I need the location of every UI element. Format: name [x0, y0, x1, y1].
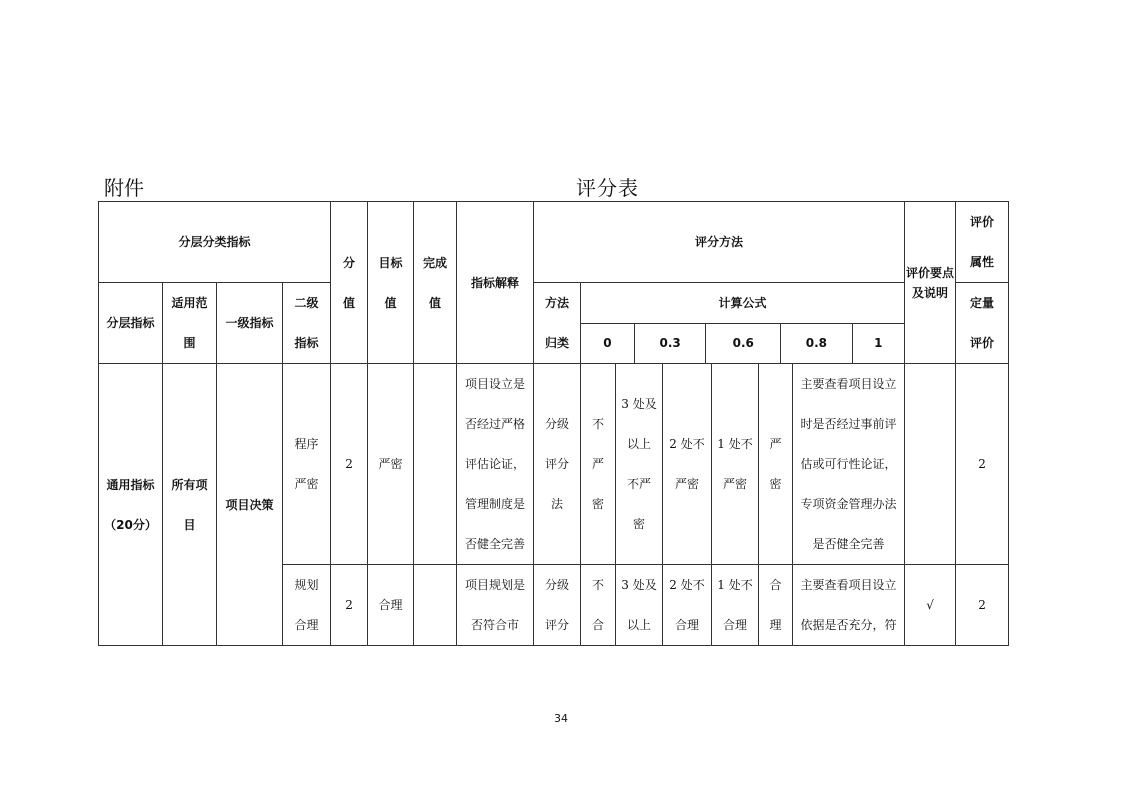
row1-level-03-line-1: 3 处及 [621, 397, 657, 411]
row1-level2 [283, 364, 331, 565]
row2-explanation-line-1: 项目规划是 [465, 578, 526, 592]
row2-method [534, 565, 581, 646]
header-scope-line-2: 围 [183, 336, 196, 350]
row2-level-03-line-1: 3 处及 [621, 578, 657, 592]
header-completion [414, 202, 457, 364]
row1-key-points-line-2: 时是否经过事前评 [800, 417, 897, 431]
row1-explanation-line-2: 否经过严格 [465, 417, 526, 431]
row1-key-points [793, 364, 905, 565]
header-level-06: 0.6 [706, 324, 781, 363]
row1-explanation [457, 364, 534, 565]
header-scope [163, 283, 217, 364]
row2-explanation [457, 565, 534, 646]
row2-completion [414, 565, 457, 646]
row1-level-06 [663, 364, 712, 565]
row2-level2-line-2: 合理 [294, 618, 319, 632]
row2-level2 [283, 565, 331, 646]
row2-level-1 [759, 565, 793, 646]
header-target [368, 202, 414, 364]
group-layer-indicator-line-2: （20分） [104, 517, 157, 532]
row1-method-line-2: 评分 [545, 457, 570, 471]
header-target-line-1: 目标 [378, 255, 403, 270]
row1-level-06-line-1: 2 处不 [669, 437, 705, 451]
header-key-points: 评价要点及说明 [905, 202, 956, 364]
row1-level-08 [712, 364, 759, 565]
header-scope-line-1: 适用范 [171, 296, 208, 310]
group-scope-line-1: 所有项 [171, 477, 208, 492]
row2-level-03 [616, 565, 663, 646]
row2-level-06-line-1: 2 处不 [669, 578, 705, 592]
row1-level-03-line-3: 不严 [627, 477, 652, 491]
header-level-1: 1 [852, 324, 904, 363]
row1-level-1 [759, 364, 793, 565]
header-method-type-line-1: 方法 [545, 296, 570, 310]
header-level-08: 0.8 [781, 324, 853, 363]
row2-key-points [793, 565, 905, 646]
row1-explanation-line-4: 管理制度是 [465, 497, 526, 511]
row1-explanation-line-3: 评估论证， [465, 457, 526, 471]
header-explanation: 指标解释 [457, 202, 534, 364]
row2-explanation-line-2: 否符合市 [471, 618, 520, 632]
row1-level-0-line-2: 严 [592, 457, 605, 471]
header-method-type [534, 283, 581, 364]
header-attribute-line-1: 评价 [970, 215, 995, 229]
header-level2-line-2: 指标 [294, 336, 319, 350]
row1-explanation-line-5: 否健全完善 [465, 537, 526, 551]
row1-level-1-line-1: 严 [769, 437, 782, 451]
header-quant [956, 283, 1009, 364]
row1-method [534, 364, 581, 565]
header-method-type-line-2: 归类 [545, 336, 570, 350]
header-level-03: 0.3 [634, 324, 706, 363]
row2-level-1-line-2: 理 [769, 618, 782, 632]
row1-key-points-line-1: 主要查看项目设立 [800, 377, 897, 391]
header-score [331, 202, 368, 364]
row1-key-points-line-4: 专项资金管理办法 [800, 497, 897, 511]
header-quant-line-2: 评价 [970, 336, 995, 350]
header-completion-line-1: 完成 [423, 255, 448, 270]
group-layer-indicator-line-1: 通用指标 [106, 477, 155, 492]
row1-level-08-line-2: 严密 [723, 477, 748, 491]
row1-level-03-line-4: 密 [633, 517, 646, 531]
header-attribute [956, 202, 1009, 283]
header-attribute-line-2: 属性 [970, 255, 995, 269]
row1-method-line-3: 法 [551, 497, 564, 511]
row1-target: 严密 [368, 364, 414, 565]
header-completion-line-2: 值 [429, 295, 442, 310]
row2-level2-line-1: 规划 [294, 578, 319, 592]
table-row [99, 364, 1009, 565]
row2-key-points-line-1: 主要查看项目设立 [800, 578, 897, 592]
header-level1: 一级指标 [217, 283, 283, 364]
page-number: 34 [554, 712, 568, 725]
row1-level2-line-1: 程序 [294, 437, 319, 451]
header-score-line-2: 值 [343, 295, 356, 310]
row1-level-0 [581, 364, 616, 565]
row2-key-points-line-2: 依据是否充分，符 [800, 618, 897, 632]
row2-level-0-line-1: 不 [592, 578, 605, 592]
row2-score: 2 [331, 565, 368, 646]
row2-level-0 [581, 565, 616, 646]
row2-level-03-line-2: 以上 [627, 618, 652, 632]
header-level-0: 0 [603, 336, 612, 351]
group-level1: 项目决策 [217, 364, 283, 646]
header-target-line-2: 值 [384, 295, 397, 310]
header-layer-classification: 分层分类指标 [99, 202, 331, 283]
row1-level2-line-2: 严密 [294, 477, 319, 491]
header-layer-indicator: 分层指标 [99, 283, 163, 364]
row1-level-08-line-1: 1 处不 [717, 437, 753, 451]
row2-level-08 [712, 565, 759, 646]
header-level2 [283, 283, 331, 364]
row2-level-1-line-1: 合 [769, 578, 782, 592]
attachment-label: 附件 [104, 176, 144, 200]
row1-quant [905, 364, 956, 565]
row1-self-score: 2 [956, 364, 1009, 565]
row1-method-line-1: 分级 [545, 417, 570, 431]
row2-level-06-line-2: 合理 [675, 618, 700, 632]
row2-self-score: 2 [956, 565, 1009, 646]
row1-level-03 [616, 364, 663, 565]
row2-level-08-line-2: 合理 [723, 618, 748, 632]
row1-level-0-line-3: 密 [592, 497, 605, 511]
header-formula: 计算公式 [581, 284, 904, 324]
header-method: 评分方法 [534, 202, 905, 283]
row1-level-0-line-1: 不 [592, 417, 605, 431]
group-scope-line-2: 目 [183, 517, 196, 532]
row1-level-03-line-2: 以上 [627, 437, 652, 451]
row2-level-08-line-1: 1 处不 [717, 578, 753, 592]
row2-method-line-2: 评分 [545, 618, 570, 632]
row1-level-06-line-2: 严密 [675, 477, 700, 491]
header-level2-line-1: 二级 [294, 296, 319, 310]
row2-quant: √ [905, 565, 956, 646]
row1-explanation-line-1: 项目设立是 [465, 377, 526, 391]
row2-level-0-line-2: 合 [592, 618, 605, 632]
row1-key-points-line-5: 是否健全完善 [812, 537, 885, 551]
row1-completion [414, 364, 457, 565]
scoring-table [98, 201, 1009, 646]
header-quant-line-1: 定量 [970, 296, 995, 310]
page-title: 评分表 [576, 176, 639, 200]
header-formula-group [581, 283, 905, 364]
row2-level-06 [663, 565, 712, 646]
group-layer-indicator [99, 364, 163, 646]
group-scope [163, 364, 217, 646]
row2-target: 合理 [368, 565, 414, 646]
row2-method-line-1: 分级 [545, 578, 570, 592]
header-score-line-1: 分 [343, 255, 356, 270]
row1-key-points-line-3: 估或可行性论证， [800, 457, 897, 471]
formula-header-table [581, 284, 904, 363]
row1-level-1-line-2: 密 [769, 477, 782, 491]
row1-score: 2 [331, 364, 368, 565]
